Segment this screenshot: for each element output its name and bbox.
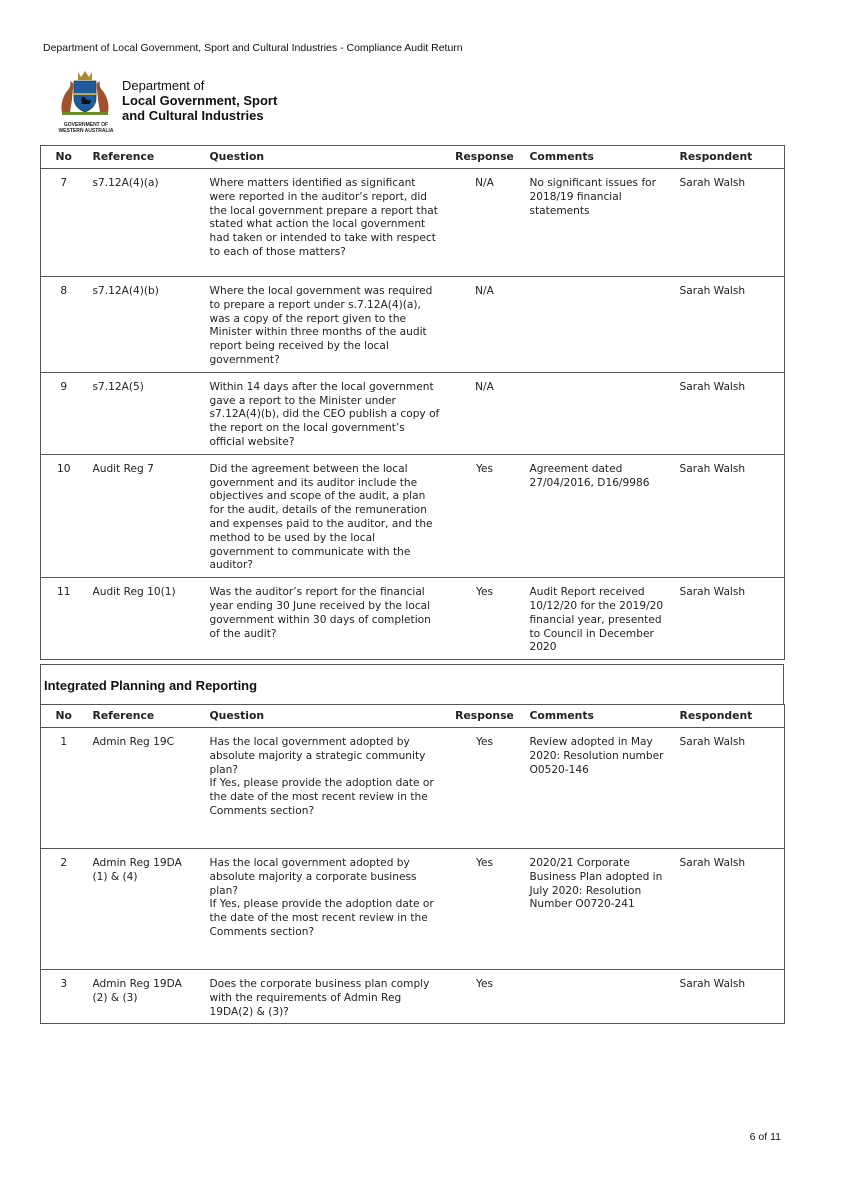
- cell-comments: [524, 970, 674, 1024]
- cell-response: N/A: [446, 372, 524, 454]
- department-name: [122, 78, 277, 123]
- audit-table: [40, 145, 785, 660]
- cell-respondent: Sarah Walsh: [674, 277, 785, 373]
- table-header-row: [41, 705, 785, 728]
- cell-comments: [524, 277, 674, 373]
- cell-respondent: Sarah Walsh: [674, 372, 785, 454]
- col-header-respondent: Respondent: [674, 146, 785, 169]
- cell-question: Did the agreement between the local government and its auditor include the objectives and scope of the audit, a plan for the audit, details of the remuneration and expenses paid to the auditor, and the method to be used by the local government to communicate with the auditor?: [204, 454, 446, 577]
- cell-comments: [524, 372, 674, 454]
- cell-no: 10: [41, 454, 87, 577]
- cell-response: N/A: [446, 277, 524, 373]
- cell-reference: Audit Reg 10(1): [92, 586, 176, 599]
- cell-question: Has the local government adopted by absolute majority a strategic community plan? If Yes, please provide the adoption date or the date of the most recent review in the Comments section?: [204, 728, 446, 849]
- table-row: [41, 454, 785, 577]
- cell-respondent: Sarah Walsh: [679, 978, 746, 990]
- cell-reference: Admin Reg 19DA (2) & (3): [92, 978, 182, 1004]
- cell-question: Within 14 days after the local government gave a report to the Minister under s7.12A(4)(b), did the CEO publish a copy of the report on the local government’s official website?: [204, 372, 446, 454]
- table-row: [41, 372, 785, 454]
- section-header-box: [40, 664, 784, 705]
- col-header-reference: Reference: [87, 146, 204, 169]
- table-row: [41, 970, 785, 1024]
- cell-question: Where the local government was required to prepare a report under s.7.12A(4)(a), was a copy of the report given to the Minister within three months of the audit report being received by the local government?: [204, 277, 446, 373]
- cell-question: Where matters identified as significant were reported in the auditor’s report, did the local government prepare a report that stated what action the local government had taken or intended to take with respect to each of those matters?: [204, 169, 446, 277]
- cell-comments: Review adopted in May 2020: Resolution number O0520-146: [524, 728, 674, 849]
- cell-reference: Audit Reg 7: [87, 454, 204, 577]
- page-header-title: Department of Local Government, Sport and Cultural Industries - Compliance Audit Return: [43, 42, 463, 54]
- cell-no: 3: [60, 978, 68, 990]
- department-logo: [50, 68, 350, 138]
- department-name-line2: Local Government, Sport: [122, 93, 278, 108]
- cell-reference: Admin Reg 19C: [87, 728, 204, 849]
- cell-respondent: Sarah Walsh: [679, 586, 746, 599]
- cell-question: Does the corporate business plan comply with the requirements of Admin Reg 19DA(2) & (3)?: [209, 978, 430, 1018]
- table-row: [41, 578, 785, 660]
- cell-comments: No significant issues for 2018/19 financial statements: [524, 169, 674, 277]
- crest-caption-line2: WESTERN AUSTRALIA: [58, 128, 114, 134]
- cell-no: 9: [41, 372, 87, 454]
- cell-no: 2: [41, 849, 87, 970]
- table-row: [41, 277, 785, 373]
- table-row: [41, 169, 785, 277]
- section-title: Integrated Planning and Reporting: [44, 678, 258, 693]
- crest-caption: [50, 122, 122, 134]
- cell-question: Was the auditor’s report for the financial year ending 30 June received by the local government within 30 days of completion of the audit?: [209, 586, 431, 640]
- cell-question: Has the local government adopted by absolute majority a corporate business plan? If Yes, please provide the adoption date or the date of the most recent review in the Comments section?: [204, 849, 446, 970]
- cell-respondent: Sarah Walsh: [674, 849, 785, 970]
- cell-response: Yes: [475, 978, 494, 990]
- cell-respondent: Sarah Walsh: [674, 169, 785, 277]
- cell-no: 8: [41, 277, 87, 373]
- table-row: [41, 728, 785, 849]
- table-row: [41, 849, 785, 970]
- crest-caption-line1: GOVERNMENT OF: [63, 122, 109, 128]
- cell-response: Yes: [446, 454, 524, 577]
- cell-comments: Agreement dated 27/04/2016, D16/9986: [524, 454, 674, 577]
- col-header-response: Response: [446, 146, 524, 169]
- cell-no: 11: [57, 586, 71, 599]
- cell-response: Yes: [446, 728, 524, 849]
- cell-response: N/A: [446, 169, 524, 277]
- cell-response: Yes: [475, 586, 494, 599]
- col-header-question: Question: [204, 705, 446, 728]
- cell-no: 7: [41, 169, 87, 277]
- col-header-response: Response: [446, 705, 524, 728]
- col-header-comments: Comments: [524, 705, 674, 728]
- cell-no: 1: [41, 728, 87, 849]
- department-name-line3: and Cultural Industries: [122, 108, 264, 123]
- col-header-no: No: [41, 705, 87, 728]
- planning-table: [40, 704, 785, 1024]
- department-name-line1: Department of: [122, 78, 205, 93]
- col-header-respondent: Respondent: [674, 705, 785, 728]
- cell-response: Yes: [446, 849, 524, 970]
- page-number: 6 of 11: [749, 1131, 781, 1143]
- col-header-no: No: [41, 146, 87, 169]
- cell-reference: Admin Reg 19DA (1) & (4): [87, 849, 204, 970]
- cell-respondent: Sarah Walsh: [674, 454, 785, 577]
- cell-reference: s7.12A(4)(a): [87, 169, 204, 277]
- table-header-row: [41, 146, 785, 169]
- cell-comments: Audit Report received 10/12/20 for the 2019/20 financial year, presented to Council in December 2020: [529, 586, 664, 654]
- cell-reference: s7.12A(5): [87, 372, 204, 454]
- col-header-reference: Reference: [87, 705, 204, 728]
- col-header-comments: Comments: [524, 146, 674, 169]
- cell-comments: 2020/21 Corporate Business Plan adopted in July 2020: Resolution Number O0720-241: [524, 849, 674, 970]
- cell-respondent: Sarah Walsh: [674, 728, 785, 849]
- cell-reference: s7.12A(4)(b): [87, 277, 204, 373]
- col-header-question: Question: [204, 146, 446, 169]
